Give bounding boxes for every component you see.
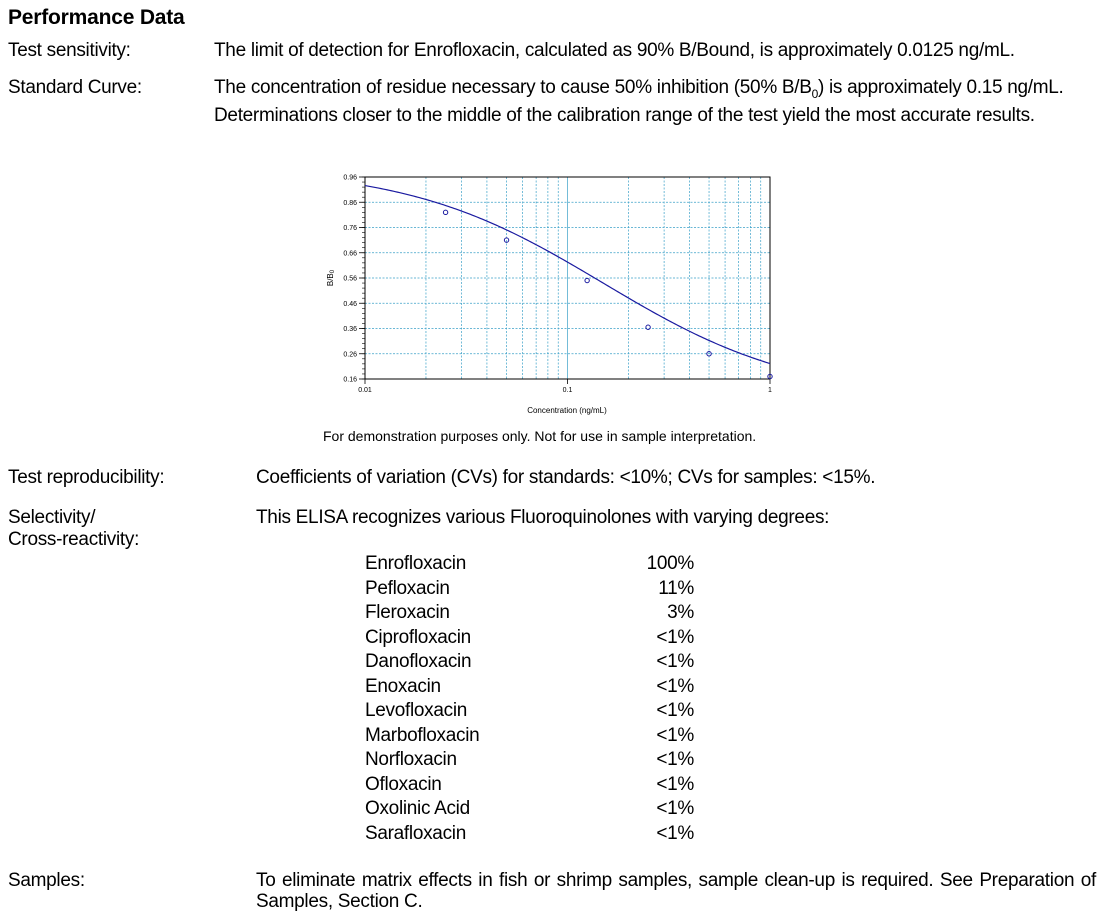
- cross-reactivity-value: <1%: [656, 700, 694, 721]
- y-tick-label: 0.66: [343, 250, 357, 258]
- y-tick-label: 0.56: [343, 275, 357, 283]
- cross-reactivity-table: [0, 552, 1105, 847]
- compound-name: Oxolinic Acid: [365, 798, 470, 819]
- compound-name: Marbofloxacin: [365, 724, 480, 746]
- x-axis-label: Concentration (ng/mL): [527, 406, 607, 415]
- reproducibility-text: Coefficients of variation (CVs) for standards: <10%; CVs for samples: <15%.: [256, 467, 876, 488]
- cross-reactivity-value: <1%: [656, 724, 694, 746]
- standard-curve-text-b: ) is approximately 0.15 ng/mL. Determinations closer to the middle of the calibration range of the test yield the most accurate results.: [214, 77, 1064, 126]
- compound-name: Sarafloxacin: [365, 822, 466, 844]
- compound-name: Norfloxacin: [365, 749, 457, 770]
- compound-name: Pefloxacin: [365, 577, 450, 599]
- y-tick-label: 0.96: [343, 174, 357, 182]
- y-tick-label: 0.36: [343, 326, 357, 333]
- x-tick-label: 0.01: [358, 387, 372, 394]
- selectivity-label: Selectivity/: [8, 507, 96, 528]
- b0-subscript: 0: [811, 86, 818, 101]
- selectivity-text: This ELISA recognizes various Fluoroquinolones with varying degrees:: [256, 507, 830, 528]
- y-tick-label: 0.26: [343, 351, 357, 359]
- compound-name: Ofloxacin: [365, 773, 442, 795]
- cross-reactivity-value: <1%: [656, 773, 694, 795]
- data-points: [443, 210, 772, 379]
- cross-reactivity-value: 100%: [646, 553, 694, 574]
- cross-reactivity-value: <1%: [656, 675, 694, 697]
- cross-reactivity-value: <1%: [656, 626, 694, 648]
- cross-reactivity-value: 11%: [658, 577, 694, 599]
- y-axis-label-subscript: 0: [330, 269, 336, 274]
- compound-name: Fleroxacin: [365, 602, 450, 623]
- x-tick-label: 1: [768, 387, 772, 394]
- compound-name: Enrofloxacin: [365, 553, 466, 574]
- standard-curve-label: Standard Curve:: [8, 77, 142, 98]
- y-tick-label: 0.46: [343, 300, 357, 308]
- standard-curve-chart: [300, 168, 800, 420]
- compound-name: Enoxacin: [365, 675, 441, 697]
- data-point: [646, 325, 650, 329]
- compound-name: Danofloxacin: [365, 651, 472, 672]
- compound-name: Ciprofloxacin: [365, 626, 471, 648]
- cross-reactivity-value: <1%: [656, 651, 694, 672]
- cross-reactivity-value: <1%: [656, 749, 694, 770]
- compound-name: Levofloxacin: [365, 700, 468, 721]
- data-point: [585, 278, 589, 282]
- section-title: Performance Data: [8, 6, 185, 29]
- y-tick-label: 0.16: [343, 376, 357, 384]
- chart-grid: [365, 177, 770, 379]
- cross-reactivity-label: Cross-reactivity:: [8, 529, 140, 550]
- samples-label: Samples:: [8, 870, 85, 891]
- reproducibility-label: Test reproducibility:: [8, 467, 165, 488]
- samples-text: To eliminate matrix effects in fish or shrimp samples, sample clean-up is required. See Preparation of Samples, Section C.: [256, 870, 1096, 912]
- y-tick-label: 0.86: [343, 199, 357, 207]
- chart-axes: [343, 175, 772, 395]
- y-axis-label: B/B0: [326, 269, 336, 287]
- sensitivity-label: Test sensitivity:: [8, 40, 131, 61]
- sensitivity-text: The limit of detection for Enrofloxacin, calculated as 90% B/Bound, is approximately 0.0125 ng/mL.: [214, 40, 1015, 61]
- cross-reactivity-value: <1%: [656, 822, 694, 844]
- data-point: [443, 210, 447, 214]
- standard-curve-text-a: The concentration of residue necessary to cause 50% inhibition (50% B/B: [214, 77, 812, 98]
- cross-reactivity-value: 3%: [667, 602, 694, 623]
- cross-reactivity-value: <1%: [656, 798, 694, 819]
- chart-caption: For demonstration purposes only. Not for use in sample interpretation.: [323, 428, 757, 444]
- x-tick-label: 0.1: [562, 387, 573, 394]
- y-tick-label: 0.76: [343, 225, 357, 232]
- standard-curve-text: [214, 77, 1084, 126]
